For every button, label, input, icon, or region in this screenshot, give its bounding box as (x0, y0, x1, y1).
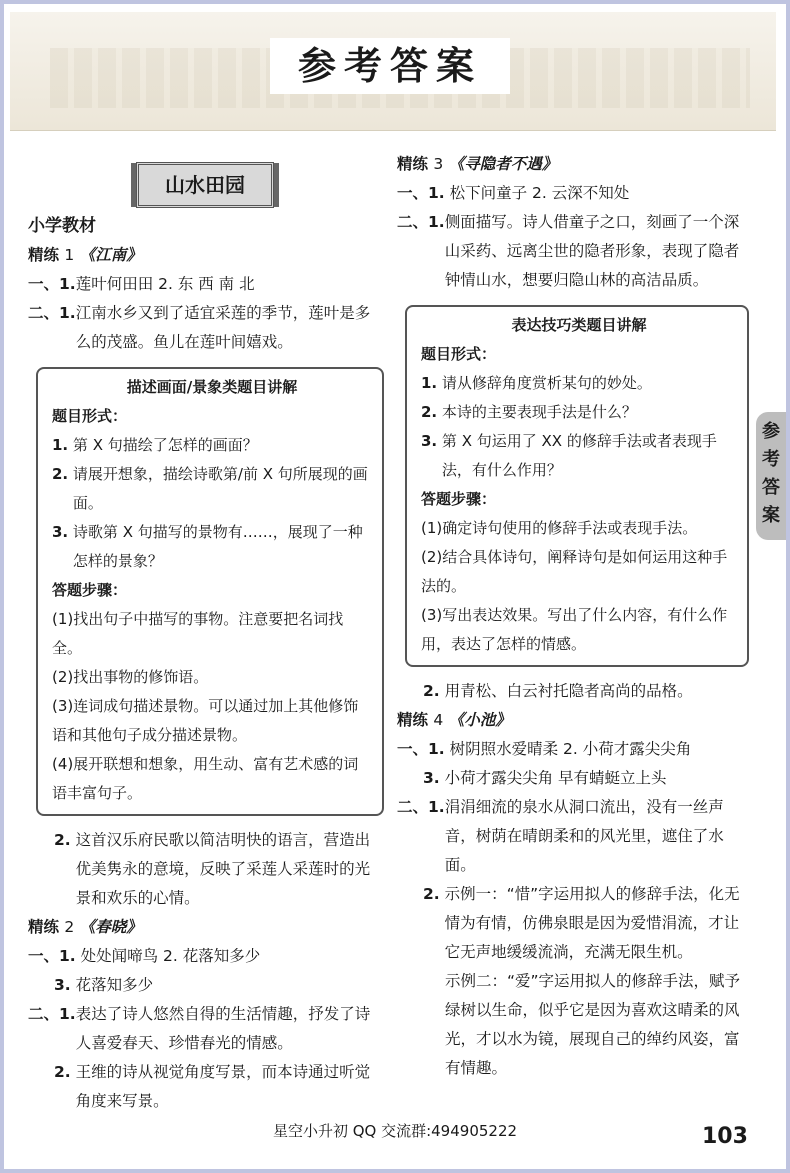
tip-form-item: 3. 第 X 句运用了 XX 的修辞手法或者表现手法，有什么作用？ (421, 432, 717, 479)
side-tab-char: 答 (762, 477, 780, 498)
tip-box-title: 描述画面/景象类题目讲解 (126, 378, 298, 396)
answer-example: 示例二：“爱”字运用拟人的修辞手法，赋予绿树以生命，似乎它是因为喜欢这晴柔的风光，才以水为镜，展现自己的绰约风姿，富有情趣。 (445, 972, 741, 1077)
tip-box (36, 367, 384, 816)
lesson-heading: 精练 1 《江南》 (28, 246, 142, 264)
answer-item: 二、1. 涓涓细流的泉水从洞口流出，没有一丝声音，树荫在晴朗柔和的风光里，遮住了水面。 (397, 798, 724, 874)
side-tab-char: 参 (762, 421, 780, 442)
lesson-heading: 精练 3 《寻隐者不遇》 (397, 155, 558, 173)
tip-form-label: 题目形式： (52, 407, 128, 425)
answer-item: 二、1. 表达了诗人悠然自得的生活情趣，抒发了诗人喜爱春天、珍惜春光的情感。 (28, 1005, 371, 1052)
tip-form-item: 2. 请展开想象，描绘诗歌第/前 X 句所展现的画面。 (52, 465, 368, 512)
tip-step: (1)确定诗句使用的修辞手法或表现手法。 (421, 519, 698, 537)
tip-form-item: 1. 第 X 句描绘了怎样的画面？ (52, 436, 258, 454)
tip-step: (2)结合具体诗句，阐释诗句是如何运用这种手法的。 (421, 548, 728, 595)
answer-item: 3. 花落知多少 (54, 976, 154, 994)
tip-step: (1)找出句子中描写的事物。注意要把名词找全。 (52, 610, 344, 657)
page-number: 103 (702, 1124, 748, 1149)
answer-item: 2. 示例一：“惜”字运用拟人的修辞手法，化无情为有情，仿佛泉眼是因为爱惜涓流，才让它无声地缓缓流淌，充满无限生机。 (423, 885, 740, 961)
answer-item: 二、1. 侧面描写。诗人借童子之口，刻画了一个深山采药、远离尘世的隐者形象，表现了隐者钟情山水，想要归隐山林的高洁品质。 (397, 213, 740, 289)
page-title: 参考答案 (270, 38, 510, 94)
tip-steps-label: 答题步骤： (52, 581, 128, 599)
tip-form-item: 3. 诗歌第 X 句描写的景物有……，展现了一种怎样的景象？ (52, 523, 363, 570)
answer-item: 一、1. 处处闻啼鸟 2. 花落知多少 (28, 947, 261, 965)
tip-form-label: 题目形式： (421, 345, 497, 363)
lesson-heading: 精练 2 《春晓》 (28, 918, 142, 936)
answer-item: 2. 这首汉乐府民歌以简洁明快的语言，营造出优美隽永的意境，反映了采莲人采莲时的光景和欢乐的心情。 (54, 831, 371, 907)
side-tab-char: 案 (762, 505, 780, 526)
section-heading: 小学教材 (28, 216, 96, 236)
unit-title: 山水田园 (136, 162, 274, 208)
answer-item: 2. 王维的诗从视觉角度写景，而本诗通过听觉角度来写景。 (54, 1063, 371, 1110)
right-column (397, 150, 749, 1083)
tip-box (405, 305, 749, 667)
tip-form-item: 1. 请从修辞角度赏析某句的妙处。 (421, 374, 652, 392)
tip-step: (4)展开联想和想象，用生动、富有艺术感的词语丰富句子。 (52, 755, 359, 802)
side-tab (756, 412, 786, 540)
answer-item: 二、1. 江南水乡又到了适宜采莲的季节，莲叶是多么的茂盛。鱼儿在莲叶间嬉戏。 (28, 304, 371, 351)
answer-item: 3. 小荷才露尖尖角 早有蜻蜓立上头 (423, 769, 667, 787)
answer-item: 一、1. 松下问童子 2. 云深不知处 (397, 184, 630, 202)
tip-box-title: 表达技巧类题目讲解 (511, 316, 647, 334)
side-tab-char: 考 (762, 449, 780, 470)
tip-form-item: 2. 本诗的主要表现手法是什么？ (421, 403, 637, 421)
answer-item: 一、1. 莲叶何田田 2. 东 西 南 北 (28, 275, 255, 293)
answer-item: 2. 用青松、白云衬托隐者高尚的品格。 (423, 682, 693, 700)
tip-step: (2)找出事物的修饰语。 (52, 668, 209, 686)
lesson-heading: 精练 4 《小池》 (397, 711, 511, 729)
tip-step: (3)写出表达效果。写出了什么内容，有什么作用，表达了怎样的情感。 (421, 606, 728, 653)
footer-text: 星空小升初 QQ 交流群:494905222 (272, 1122, 518, 1140)
tip-step: (3)连词成句描述景物。可以通过加上其他修饰语和其他句子成分描述景物。 (52, 697, 359, 744)
answer-item: 一、1. 树阴照水爱晴柔 2. 小荷才露尖尖角 (397, 740, 692, 758)
tip-steps-label: 答题步骤： (421, 490, 497, 508)
left-column (28, 150, 384, 1116)
